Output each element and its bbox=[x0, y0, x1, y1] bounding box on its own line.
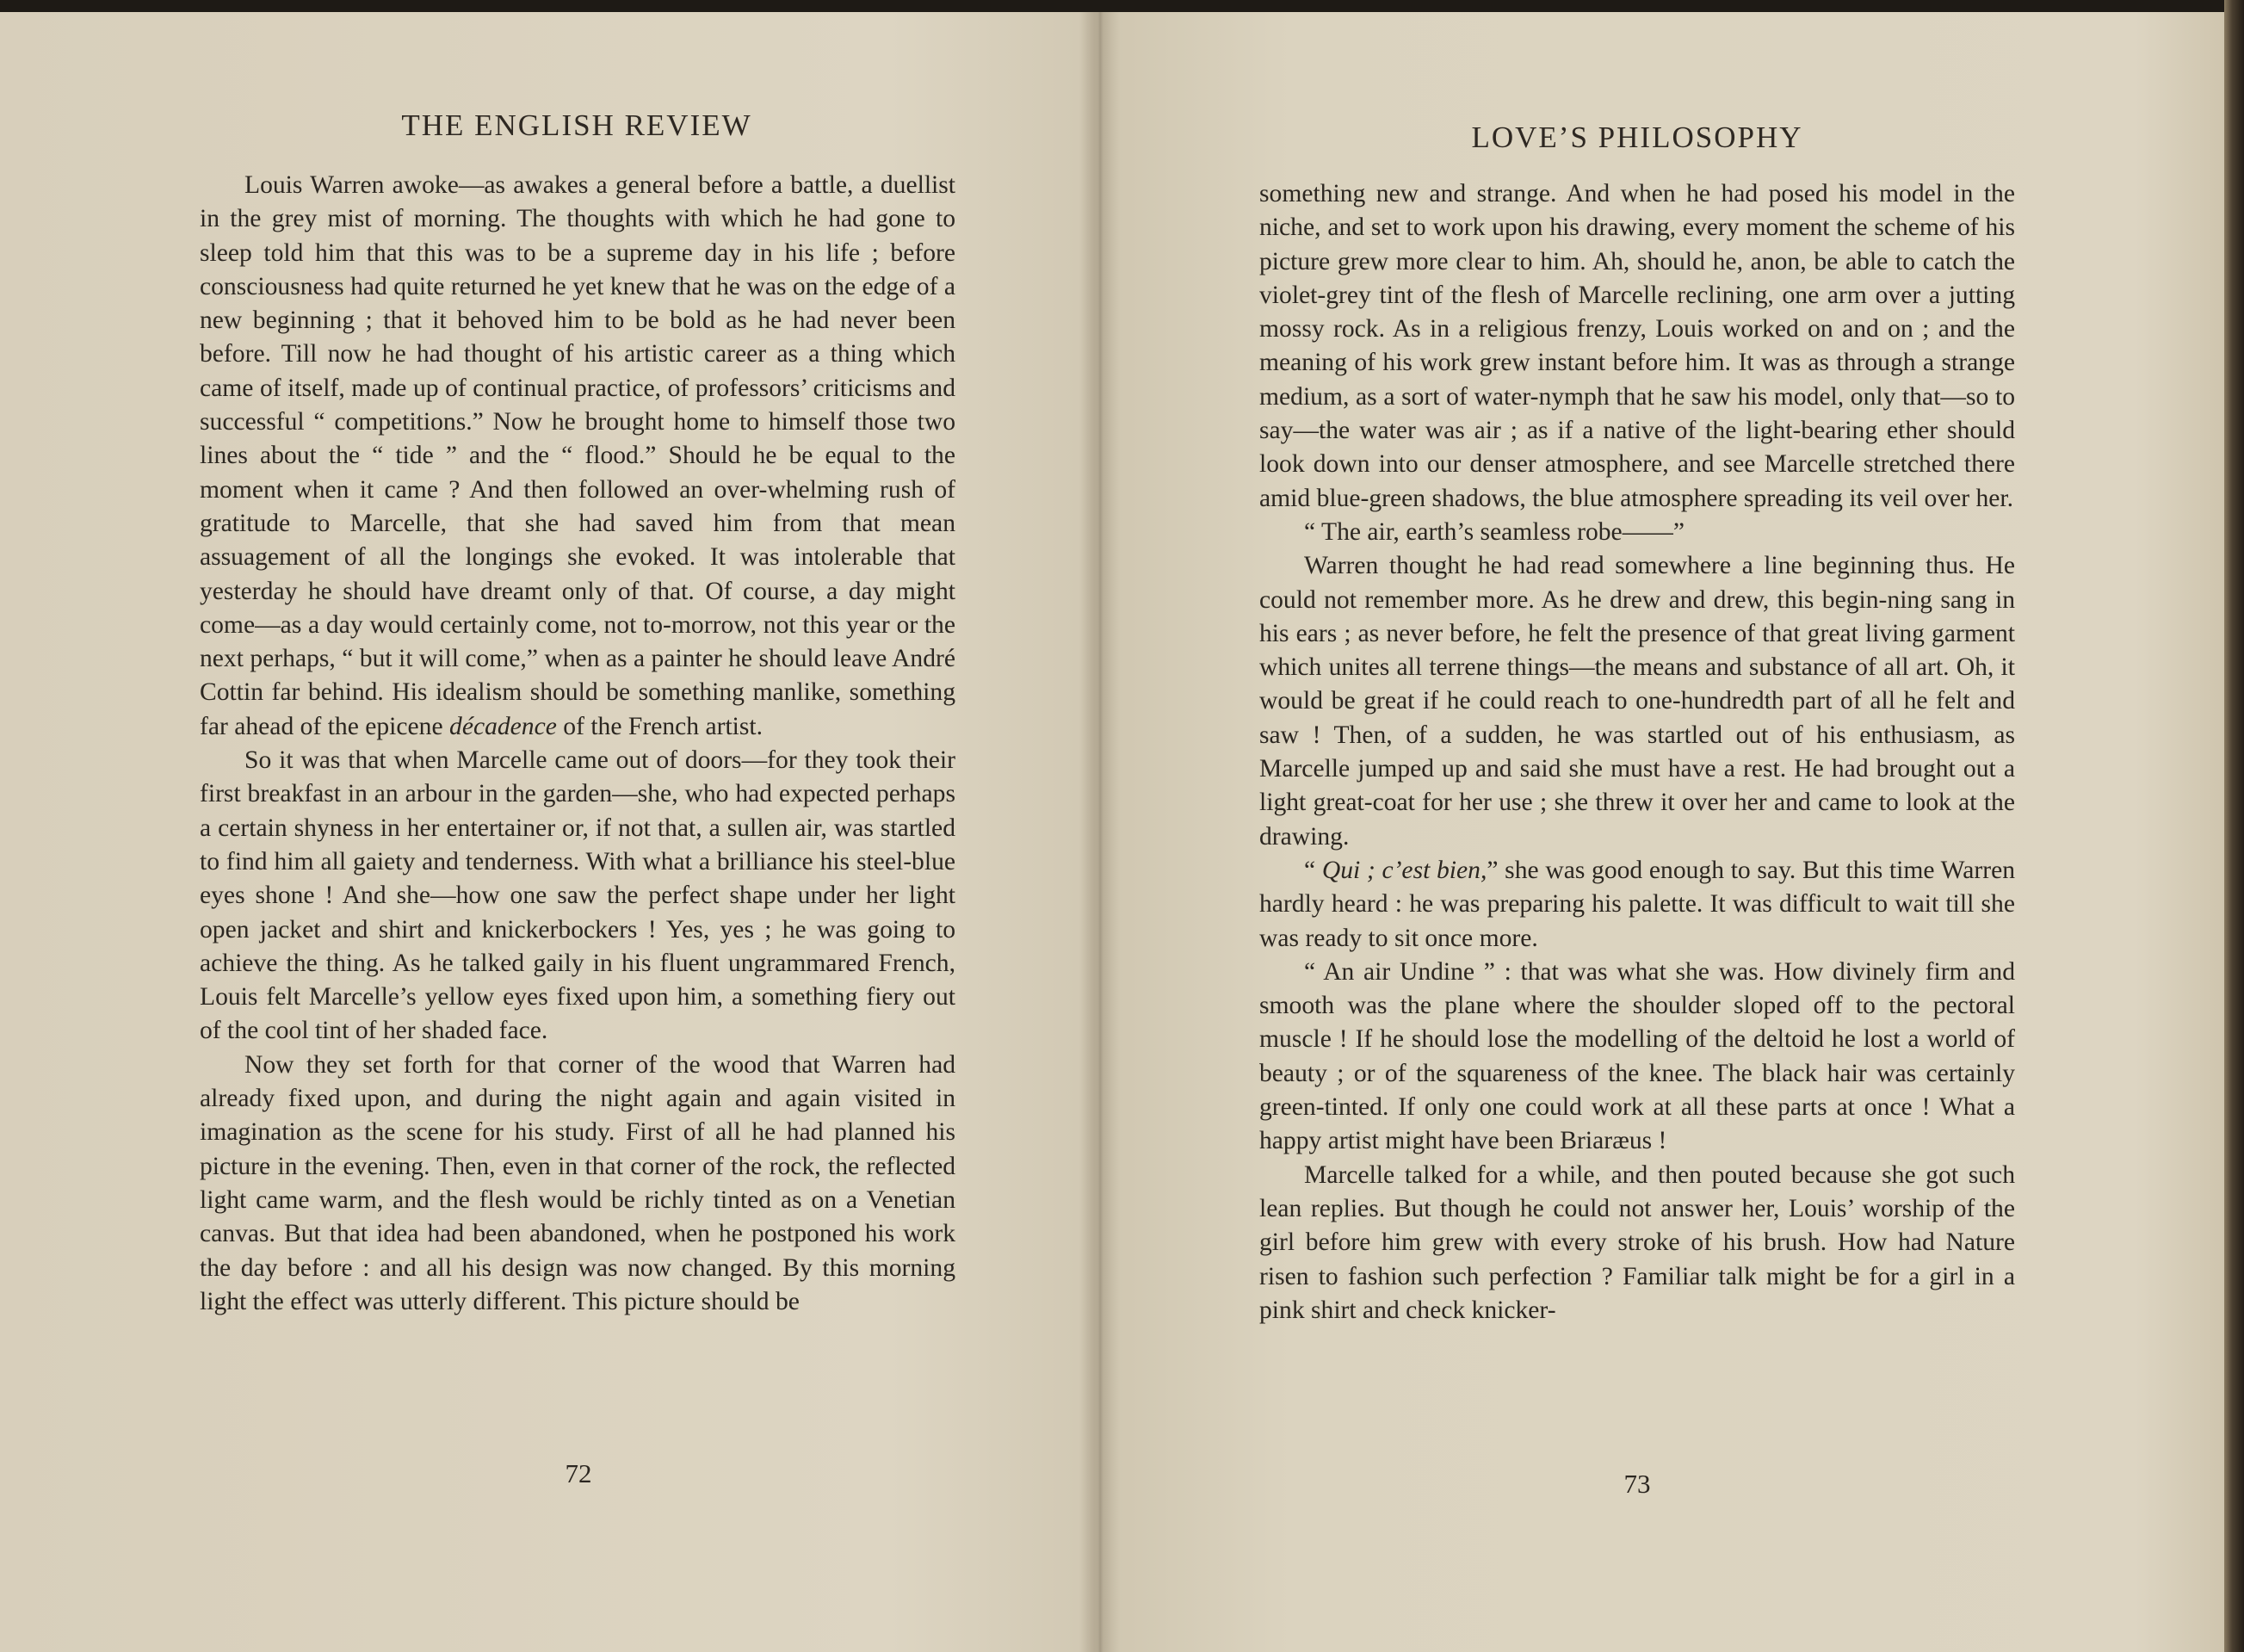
italic-word: décadence bbox=[449, 712, 557, 740]
book-top-edge bbox=[0, 0, 2244, 12]
paragraph: Now they set forth for that corner of the wood that Warren had already fixed upon, and during the night again and again visited in imagination as the scene for his study. First of all he had planned his picture in the evening. Then, even in that corner of the rock, the reflected light came warm, and the flesh would be richly tinted as on a Venetian canvas. But that idea had been abandoned, when he postponed his work the day before : and all his design was now changed. By this morning light the effect was utterly different. This picture should be bbox=[200, 1050, 955, 1315]
paragraph: Marcelle talked for a while, and then pouted because she got such lean replies. But though he could not answer her, Louis’ worship of the girl before him grew with every stroke of his brush. How had Nature risen to fashion such perfection ? Familiar talk might be for a girl in a pink shirt and check knicker- bbox=[1259, 1160, 2015, 1324]
running-head-right: LOVE’S PHILOSOPHY bbox=[1471, 121, 1803, 154]
running-head-left: THE ENGLISH REVIEW bbox=[401, 108, 752, 142]
paragraph: Warren thought he had read somewhere a line beginning thus. He could not remember more. As he drew and drew, this begin-ning sang in his ears ; as never before, he felt the presence of that great living garment which unites all terrene things—the means and substance of all art. Oh, it would be great if he could reach to one-hundredth part of all he felt and saw ! Then, of a sudden, he was startled out of his enthusiasm, as Marcelle jumped up and said she must have a rest. He had brought out a light great-coat for her use ; she threw it over her and came to look at the drawing. bbox=[1259, 552, 2015, 851]
right-page-text bbox=[1259, 177, 2015, 1327]
paragraph: So it was that when Marcelle came out of doors—for they took their first breakfast in an arbour in the garden—she, who had expected perhaps a certain shyness in her entertainer or, if not that, a sullen air, was startled to find him all gaiety and tenderness. With what a brilliance his steel-blue eyes shone ! And she—how one saw the perfect shape under her light open jacket and shirt and knickerbockers ! Yes, yes ; he was going to achieve the thing. As he talked gaily in his fluent ungrammared French, Louis felt Marcelle’s yellow eyes fixed upon him, a something fiery out of the cool tint of her shaded face. bbox=[200, 746, 955, 1045]
paragraph: “ The air, earth’s seamless robe——” bbox=[1304, 517, 1685, 546]
page-number-right: 73 bbox=[1623, 1469, 1651, 1499]
left-page bbox=[0, 12, 1102, 1652]
page-number-left: 72 bbox=[565, 1458, 592, 1488]
book-right-edge bbox=[2224, 0, 2244, 1652]
right-page bbox=[1102, 12, 2224, 1652]
paragraph: “ Qui ; c’est bien,” she was good enough to say. But this time Warren hardly heard : he was preparing his palette. It was difficult to wait till she was ready to sit once more. bbox=[1259, 856, 2015, 952]
italic-phrase: Qui ; c’est bien, bbox=[1321, 856, 1487, 884]
left-page-text bbox=[200, 169, 955, 1319]
paragraph: Louis Warren awoke—as awakes a general before a battle, a duellist in the grey mist of morning. The thoughts with which he had gone to sleep told him that this was to be a supreme day in his life ; before consciousness had quite returned he yet knew that he was on the edge of a new beginning ; that it behoved him to be bold as he had never been before. Till now he had thought of his artistic career as a thing which came of itself, made up of continual practice, of professors’ criticisms and successful “ competitions.” Now he brought home to himself those two lines about the “ tide ” and the “ flood.” Should he be equal to the moment when it came ? And then followed an over-whelming rush of gratitude to Marcelle, that she had saved him from that mean assuagement of all the longings she evoked. It was intolerable that yesterday he should have dreamt only of that. Of course, a day might come—as a day would certainly come, not to-morrow, not this year or the next perhaps, “ but it will come,” when as a painter he should leave André Cottin far behind. His idealism should be something manlike, something far ahead of the epicene décadence of the French artist. bbox=[200, 171, 955, 740]
paragraph: “ An air Undine ” : that was what she was. How divinely firm and smooth was the plane where the shoulder sloped off to the pectoral muscle ! If he should lose the modelling of the deltoid he lost a world of beauty ; or of the squareness of the knee. The black hair was certainly green-tinted. If only one could work at all these parts at once ! What a happy artist might have been Briaræus ! bbox=[1259, 957, 2015, 1155]
book-gutter bbox=[1080, 12, 1120, 1652]
paragraph: something new and strange. And when he had posed his model in the niche, and set to work upon his drawing, every moment the scheme of his picture grew more clear to him. Ah, should he, anon, be able to catch the violet-grey tint of the flesh of Marcelle reclining, one arm over a jutting mossy rock. As in a religious frenzy, Louis worked on and on ; and the meaning of his work grew instant before him. It was as through a strange medium, as a sort of water-nymph that he saw his model, only that—so to say—the water was air ; as if a native of the light-bearing ether should look down into our denser atmosphere, and see Marcelle stretched there amid blue-green shadows, the blue atmosphere spreading its veil over her. bbox=[1259, 180, 2015, 512]
